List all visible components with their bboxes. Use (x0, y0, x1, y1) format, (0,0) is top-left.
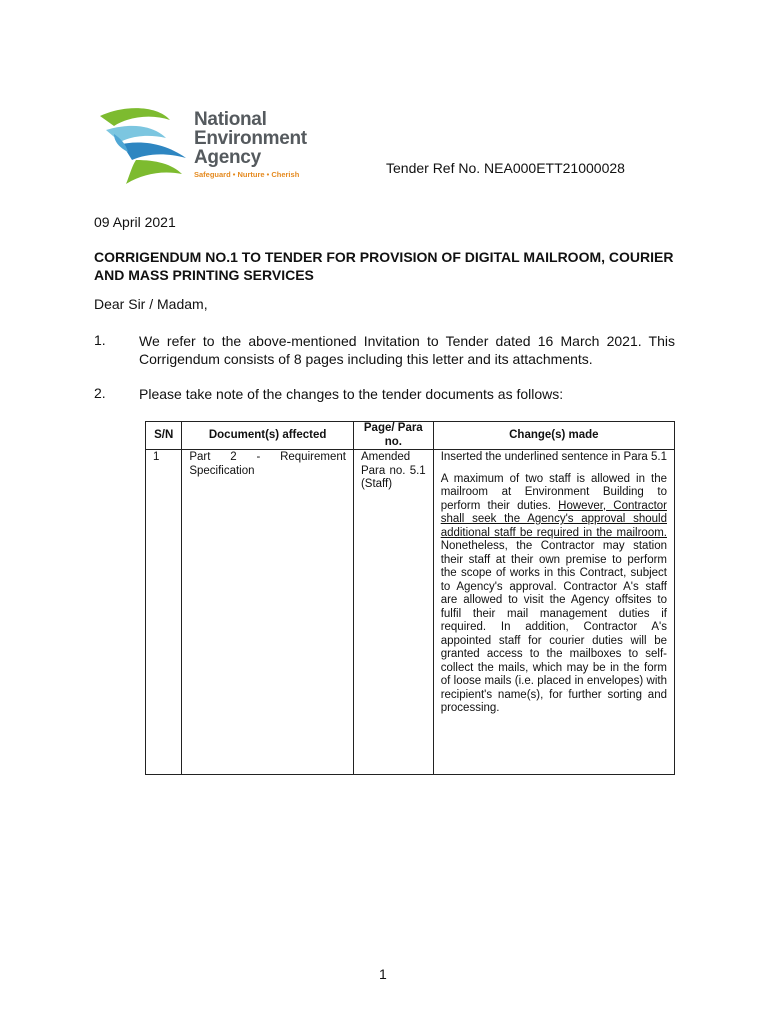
cell-sn: 1 (146, 450, 182, 775)
nea-logo-mark-icon (96, 104, 192, 186)
salutation: Dear Sir / Madam, (94, 296, 208, 312)
header-sn: S/N (146, 422, 182, 450)
cell-document: Part 2 - Requirement Specification (182, 450, 354, 775)
table-row (146, 450, 675, 775)
logo-wordmark (194, 110, 307, 167)
changes-table (145, 421, 675, 775)
logo-tagline: Safeguard • Nurture • Cherish (194, 170, 300, 179)
paragraph-1-number: 1. (94, 332, 106, 348)
cell-changes (433, 450, 674, 775)
change-intro: Inserted the underlined sentence in Para 5.1 (440, 451, 668, 463)
cell-page-para: Amended Para no. 5.1 (Staff) (353, 450, 433, 775)
change-body (441, 473, 667, 716)
logo-line-3: Agency (194, 147, 261, 168)
paragraph-2-number: 2. (94, 385, 106, 401)
page-number: 1 (379, 966, 387, 982)
change-part-2: Nonetheless, the Contractor may station their staff at their own premise to perform the scope of works in this Contract, subject to Agency's approval. Contractor A's staff are allowed to visit the Agency offsites to fulfil their mail management duties if required. In addition, Contractor A's appointed staff for courier duties will be granted access to the mailboxes to self-collect the mails, which may be in the form of loose mails (i.e. placed in envelopes) with recipient's name(s), for further sorting and processing. (440, 540, 667, 714)
change-part-1: A maximum of two staff is allowed in the mailroom at Environment Building to perform their duties. (440, 472, 667, 512)
nea-logo (96, 104, 320, 186)
change-underlined-sentence: However, Contractor shall seek the Agency's approval should additional staff be required in the mailroom. (440, 499, 667, 539)
paragraph-2-text: Please take note of the changes to the tender documents as follows: (139, 386, 564, 402)
header-documents-affected: Document(s) affected (182, 422, 354, 450)
header-changes-made: Change(s) made (433, 422, 674, 450)
document-title: CORRIGENDUM NO.1 TO TENDER FOR PROVISION OF DIGITAL MAILROOM, COURIER AND MASS PRINTING SERVICES (94, 249, 674, 283)
logo-line-1: National (194, 109, 267, 130)
header-page-para: Page/ Para no. (353, 422, 433, 450)
letter-date: 09 April 2021 (94, 214, 176, 230)
logo-line-2: Environment (194, 128, 307, 149)
tender-reference: Tender Ref No. NEA000ETT21000028 (386, 160, 625, 176)
table-header-row (146, 422, 675, 450)
paragraph-1-text: We refer to the above-mentioned Invitation to Tender dated 16 March 2021. This Corrigendum consists of 8 pages including this letter and its attachments. (139, 333, 675, 367)
